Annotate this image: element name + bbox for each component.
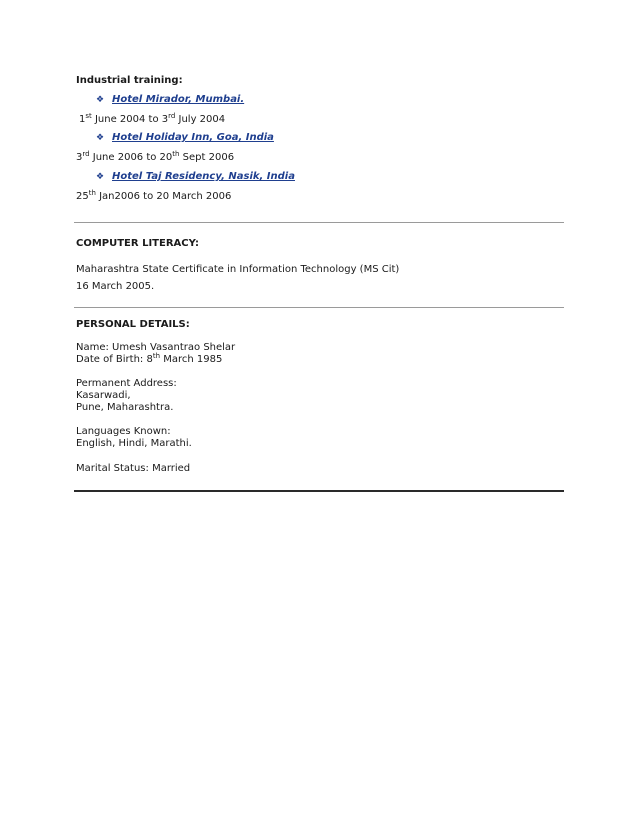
certificate-date: 16 March 2005.	[76, 281, 155, 292]
address-label: Permanent Address:	[76, 378, 177, 389]
diamond-bullet-icon: ❖	[96, 133, 105, 143]
training-dates-2: 3rd June 2006 to 20th Sept 2006	[76, 150, 235, 163]
training-dates-3: 25th Jan2006 to 20 March 2006	[76, 189, 232, 202]
section-divider	[74, 222, 564, 223]
training-dates-1: 1st June 2004 to 3rd July 2004	[79, 112, 226, 125]
training-entry-3	[96, 171, 295, 183]
computer-literacy-heading: COMPUTER LITERACY:	[76, 238, 199, 249]
languages-label: Languages Known:	[76, 426, 171, 437]
personal-details-heading: PERSONAL DETAILS:	[76, 319, 190, 330]
hotel-name: Hotel Taj Residency, Nasik, India	[112, 171, 295, 182]
training-entry-2	[96, 132, 274, 144]
address-line-1: Kasarwadi,	[76, 390, 131, 401]
section-divider-bottom	[74, 490, 564, 492]
hotel-name: Hotel Holiday Inn, Goa, India	[112, 132, 274, 143]
dob-line: Date of Birth: 8th March 1985	[76, 352, 223, 365]
section-divider	[74, 307, 564, 308]
languages-list: English, Hindi, Marathi.	[76, 438, 192, 449]
industrial-training-heading: Industrial training:	[76, 75, 183, 86]
marital-status: Marital Status: Married	[76, 463, 191, 474]
hotel-name: Hotel Mirador, Mumbai.	[112, 94, 245, 105]
diamond-bullet-icon: ❖	[96, 172, 105, 182]
certificate-line: Maharashtra State Certificate in Information Technology (MS Cit)	[76, 264, 400, 275]
name-line: Name: Umesh Vasantrao Shelar	[76, 342, 236, 353]
training-entry-1	[96, 94, 244, 106]
address-line-2: Pune, Maharashtra.	[76, 402, 174, 413]
diamond-bullet-icon: ❖	[96, 95, 105, 105]
